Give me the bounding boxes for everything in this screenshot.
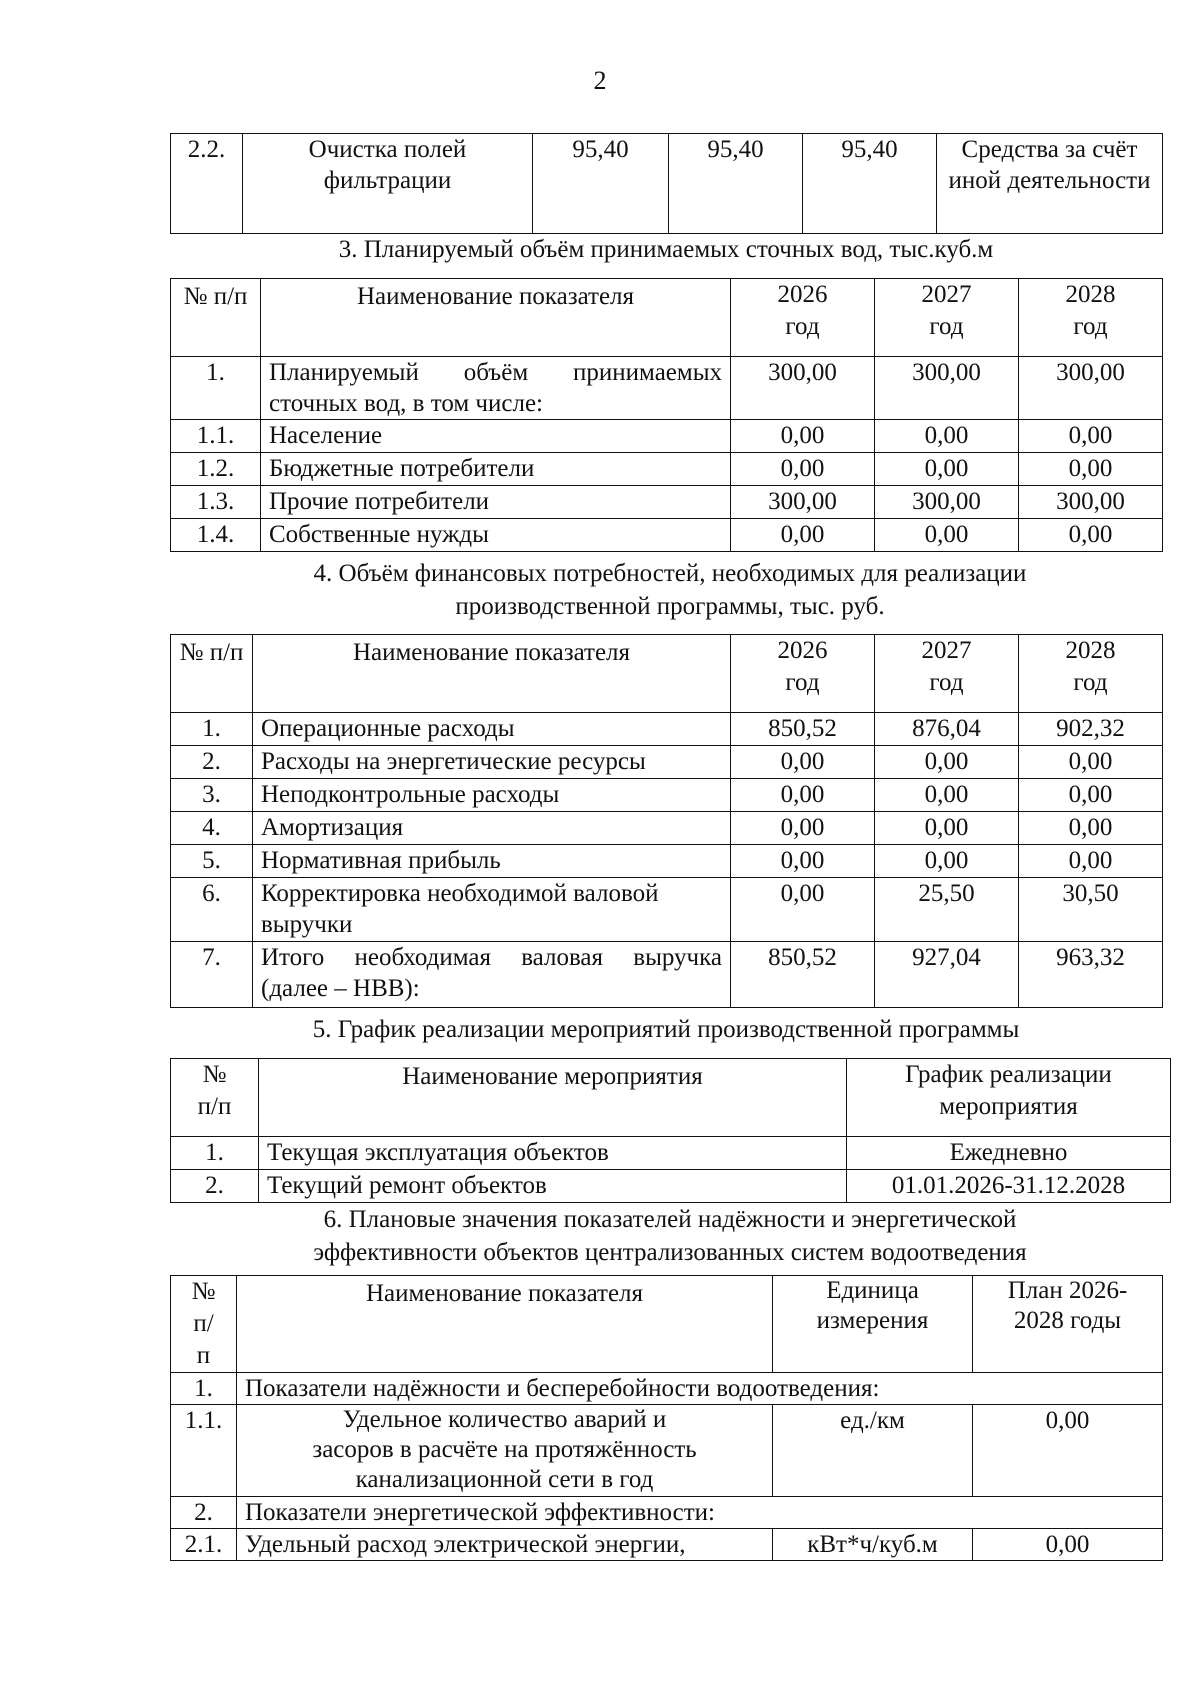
row-name: Удельное количество аварий и засоров в расчёте на протяжённость канализационной сети в год (237, 1405, 773, 1497)
value-2026: 300,00 (731, 486, 875, 519)
row-name: Бюджетные потребители (261, 453, 731, 486)
section-4-title: 4. Объём финансовых потребностей, необходимых для реализации производственной программы, тыс. руб. (313, 560, 1027, 620)
header-2027: 2027 год (875, 279, 1019, 357)
row-number: 6. (171, 878, 253, 942)
value-2027: 0,00 (875, 812, 1019, 845)
header-2027: 2027 год (875, 635, 1019, 713)
row-group-title: Показатели энергетической эффективности: (237, 1497, 1163, 1529)
table-row (171, 453, 1163, 486)
row-name: Амортизация (253, 812, 731, 845)
row-name: Нормативная прибыль (253, 845, 731, 878)
value-2028: 30,50 (1019, 878, 1163, 942)
header-name: Наименование мероприятия (259, 1059, 847, 1137)
value-2027: 300,00 (875, 357, 1019, 420)
row-number: 1.3. (171, 486, 261, 519)
row-name: Очистка полей фильтрации (243, 134, 533, 234)
row-number: 2.2. (171, 134, 243, 234)
row-number: 1. (171, 357, 261, 420)
value-2026: 850,52 (731, 942, 875, 1008)
reliability-indicators-table (170, 1275, 1163, 1561)
row-name: Планируемый объём принимаемых сточных вод, в том числе: (261, 357, 731, 420)
row-number: 4. (171, 812, 253, 845)
value-2028: 95,40 (803, 134, 937, 234)
row-name: Прочие потребители (261, 486, 731, 519)
row-unit: ед./км (773, 1405, 973, 1497)
row-number: 1. (171, 1373, 237, 1405)
table-row (171, 1170, 1171, 1203)
header-number: № п/п (171, 1059, 259, 1137)
table-row (171, 1405, 1163, 1497)
table-row (171, 713, 1163, 746)
schedule-table (170, 1058, 1171, 1203)
row-number: 1. (171, 713, 253, 746)
value-2026: 0,00 (731, 519, 875, 552)
row-name: Удельный расход электрической энергии, (237, 1529, 773, 1561)
table-row (171, 845, 1163, 878)
value-2026: 0,00 (731, 746, 875, 779)
value-2028: 0,00 (1019, 746, 1163, 779)
value-2028: 0,00 (1019, 779, 1163, 812)
table-row (171, 420, 1163, 453)
table-header-row (171, 1276, 1163, 1373)
row-number: 1.2. (171, 453, 261, 486)
row-name: Население (261, 420, 731, 453)
table-row (171, 1137, 1171, 1170)
header-2026: 2026 год (731, 279, 875, 357)
value-2028: 0,00 (1019, 812, 1163, 845)
row-number: 7. (171, 942, 253, 1008)
value-2026: 0,00 (731, 779, 875, 812)
row-schedule: 01.01.2026-31.12.2028 (847, 1170, 1171, 1203)
header-name: Наименование показателя (261, 279, 731, 357)
financial-needs-table (170, 634, 1163, 1008)
funding-source: Средства за счёт иной деятельности (937, 134, 1163, 234)
row-name: Неподконтрольные расходы (253, 779, 731, 812)
row-name: Операционные расходы (253, 713, 731, 746)
row-unit: кВт*ч/куб.м (773, 1529, 973, 1561)
value-2026: 0,00 (731, 845, 875, 878)
row-number: 1.4. (171, 519, 261, 552)
header-unit: Единица измерения (773, 1276, 973, 1373)
header-number: № п/п (171, 1276, 237, 1373)
row-name: Текущая эксплуатация объектов (259, 1137, 847, 1170)
row-schedule: Ежедневно (847, 1137, 1171, 1170)
row-number: 3. (171, 779, 253, 812)
section-6-title: 6. Плановые значения показателей надёжности и энергетической эффективности объектов централизованных систем водоотведения (313, 1206, 1027, 1266)
table-row (171, 1497, 1163, 1529)
value-2026: 95,40 (533, 134, 669, 234)
row-name: Собственные нужды (261, 519, 731, 552)
row-number: 1.1. (171, 1405, 237, 1497)
row-plan: 0,00 (973, 1529, 1163, 1561)
row-group-title: Показатели надёжности и бесперебойности водоотведения: (237, 1373, 1163, 1405)
table-row (171, 746, 1163, 779)
value-2028: 902,32 (1019, 713, 1163, 746)
row-number: 5. (171, 845, 253, 878)
table-header-row (171, 635, 1163, 713)
row-name: Расходы на энергетические ресурсы (253, 746, 731, 779)
row-name: Корректировка необходимой валовой выручки (253, 878, 731, 942)
table-row (171, 878, 1163, 942)
value-2026: 850,52 (731, 713, 875, 746)
value-2028: 0,00 (1019, 519, 1163, 552)
value-2028: 963,32 (1019, 942, 1163, 1008)
table-row (171, 134, 1163, 234)
value-2027: 0,00 (875, 845, 1019, 878)
table-header-row (171, 279, 1163, 357)
table-row (171, 357, 1163, 420)
row-plan: 0,00 (973, 1405, 1163, 1497)
table-header-row (171, 1059, 1171, 1137)
value-2028: 300,00 (1019, 357, 1163, 420)
value-2028: 0,00 (1019, 845, 1163, 878)
value-2026: 0,00 (731, 453, 875, 486)
table-row (171, 812, 1163, 845)
section-3-title: 3. Планируемый объём принимаемых сточных вод, тыс.куб.м (338, 236, 994, 263)
table-row (171, 519, 1163, 552)
value-2028: 300,00 (1019, 486, 1163, 519)
row-name: Текущий ремонт объектов (259, 1170, 847, 1203)
header-name: Наименование показателя (253, 635, 731, 713)
value-2027: 0,00 (875, 420, 1019, 453)
value-2028: 0,00 (1019, 453, 1163, 486)
value-2027: 876,04 (875, 713, 1019, 746)
value-2027: 0,00 (875, 453, 1019, 486)
header-2026: 2026 год (731, 635, 875, 713)
header-name: Наименование показателя (237, 1276, 773, 1373)
header-number: № п/п (171, 635, 253, 713)
table-row (171, 779, 1163, 812)
row-number: 1.1. (171, 420, 261, 453)
row-number: 1. (171, 1137, 259, 1170)
page-number: 2 (593, 66, 607, 95)
value-2028: 0,00 (1019, 420, 1163, 453)
value-2027: 0,00 (875, 746, 1019, 779)
value-2027: 25,50 (875, 878, 1019, 942)
header-2028: 2028 год (1019, 279, 1163, 357)
value-2027: 300,00 (875, 486, 1019, 519)
row-number: 2.1. (171, 1529, 237, 1561)
value-2026: 0,00 (731, 420, 875, 453)
value-2027: 95,40 (669, 134, 803, 234)
row-name: Итого необходимая валовая выручка (далее – НВВ): (253, 942, 731, 1008)
section-5-title: 5. График реализации мероприятий производственной программы (312, 1016, 1020, 1043)
row-number: 2. (171, 746, 253, 779)
row-number: 2. (171, 1497, 237, 1529)
wastewater-volume-table (170, 278, 1163, 552)
header-schedule: График реализации мероприятия (847, 1059, 1171, 1137)
continuation-table (170, 133, 1163, 234)
value-2026: 0,00 (731, 812, 875, 845)
header-2028: 2028 год (1019, 635, 1163, 713)
value-2027: 0,00 (875, 779, 1019, 812)
table-row (171, 942, 1163, 1008)
value-2026: 300,00 (731, 357, 875, 420)
table-row (171, 1529, 1163, 1561)
header-plan: План 2026-2028 годы (973, 1276, 1163, 1373)
table-row (171, 1373, 1163, 1405)
value-2027: 927,04 (875, 942, 1019, 1008)
value-2027: 0,00 (875, 519, 1019, 552)
value-2026: 0,00 (731, 878, 875, 942)
table-row (171, 486, 1163, 519)
row-number: 2. (171, 1170, 259, 1203)
header-number: № п/п (171, 279, 261, 357)
